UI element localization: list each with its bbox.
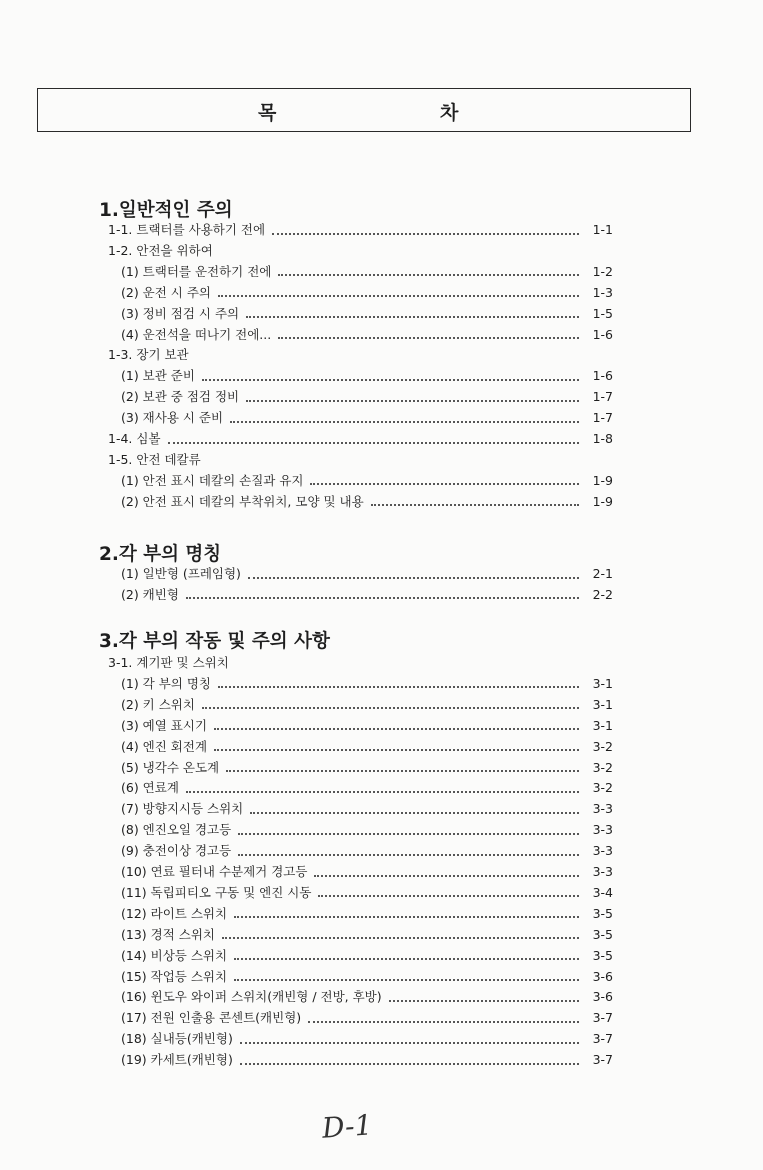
toc-entry-label: (3) 예열 표시기 bbox=[121, 717, 208, 733]
toc-entry[interactable] bbox=[121, 304, 613, 324]
toc-entry-label: (1) 일반형 (프레임형) bbox=[121, 566, 241, 581]
toc-entry-label: (1) 안전 표시 데칼의 손질과 유지 bbox=[121, 472, 304, 488]
dot-leader bbox=[389, 999, 579, 1002]
dot-leader bbox=[222, 936, 579, 939]
toc-entry-page: 3-6 bbox=[592, 968, 613, 984]
toc-entry[interactable] bbox=[121, 925, 613, 945]
toc-entry-label: (15) 작업등 스위치 bbox=[121, 968, 228, 984]
section-heading: 2.각 부의 명칭 bbox=[99, 544, 222, 565]
toc-entry-label: 1-2. 안전을 위하여 bbox=[108, 242, 213, 258]
toc-entry-page: 3-5 bbox=[592, 947, 613, 963]
toc-entry[interactable] bbox=[121, 904, 613, 924]
toc-entry[interactable] bbox=[121, 262, 613, 282]
toc-entry-page: 3-3 bbox=[592, 801, 613, 817]
toc-entry-label: (19) 카세트(캐빈형) bbox=[121, 1052, 233, 1068]
dot-leader bbox=[230, 420, 579, 423]
dot-leader bbox=[214, 727, 579, 730]
toc-entry-label: (9) 충전이상 경고등 bbox=[121, 843, 232, 859]
toc-entry-page: 3-2 bbox=[592, 780, 613, 796]
toc-entry-label: (2) 보관 중 점검 정비 bbox=[121, 389, 240, 405]
dot-leader bbox=[214, 748, 579, 751]
toc-entry-label: (2) 운전 시 주의 bbox=[121, 284, 212, 300]
toc-entry[interactable] bbox=[121, 716, 613, 736]
toc-entry-label: (1) 트랙터를 운전하기 전에 bbox=[121, 263, 272, 279]
toc-entry-page: 1-3 bbox=[592, 284, 613, 300]
toc-entry-page: 1-1 bbox=[592, 222, 613, 237]
toc-title-right: 차 bbox=[440, 102, 460, 124]
dot-leader bbox=[314, 874, 579, 877]
toc-entry[interactable] bbox=[121, 841, 613, 861]
toc-entry[interactable] bbox=[121, 967, 613, 987]
toc-entry[interactable] bbox=[121, 387, 613, 407]
toc-entry-label: (10) 연료 필터내 수분제거 경고등 bbox=[121, 864, 308, 879]
dot-leader bbox=[250, 811, 579, 814]
toc-entry-page: 1-7 bbox=[592, 389, 613, 405]
dot-leader bbox=[234, 978, 579, 981]
dot-leader bbox=[310, 482, 579, 485]
toc-entry[interactable] bbox=[121, 695, 613, 715]
dot-leader bbox=[272, 232, 579, 235]
toc-entry-page: 3-7 bbox=[592, 1010, 613, 1026]
toc-entry[interactable] bbox=[121, 564, 613, 584]
dot-leader bbox=[234, 915, 579, 918]
toc-entry-page: 1-8 bbox=[592, 431, 613, 446]
toc-entry[interactable] bbox=[121, 799, 613, 819]
toc-entry-label: (2) 캐빈형 bbox=[121, 586, 179, 602]
dot-leader bbox=[278, 336, 579, 339]
dot-leader bbox=[238, 853, 579, 856]
dot-leader bbox=[246, 399, 579, 402]
toc-entry-label: (17) 전원 인출용 콘센트(캐빈형) bbox=[121, 1010, 302, 1026]
toc-entry[interactable] bbox=[121, 987, 613, 1007]
toc-entry-page: 3-6 bbox=[592, 989, 613, 1005]
dot-leader bbox=[246, 315, 579, 318]
toc-entry-label: 1-1. 트랙터를 사용하기 전에 bbox=[108, 222, 266, 237]
toc-entry-label: 1-3. 장기 보관 bbox=[108, 347, 189, 363]
toc-entry-page: 3-2 bbox=[592, 759, 613, 775]
toc-entry-label: (6) 연료계 bbox=[121, 780, 179, 796]
toc-entry-page: 3-7 bbox=[592, 1031, 613, 1047]
toc-entry-label: 3-1. 계기판 및 스위치 bbox=[108, 655, 229, 670]
dot-leader bbox=[202, 706, 579, 709]
dot-leader bbox=[202, 378, 579, 381]
dot-leader bbox=[278, 273, 579, 276]
toc-entry-label: (4) 엔진 회전계 bbox=[121, 738, 208, 754]
toc-entry-page: 2-1 bbox=[592, 566, 613, 581]
toc-entry-label: (1) 각 부의 명칭 bbox=[121, 675, 212, 691]
toc-entry[interactable] bbox=[121, 325, 613, 345]
toc-entry[interactable] bbox=[108, 220, 613, 240]
toc-entry[interactable] bbox=[121, 492, 613, 512]
dot-leader bbox=[240, 1041, 579, 1044]
toc-entry[interactable] bbox=[121, 758, 613, 778]
toc-entry-page: 3-3 bbox=[592, 843, 613, 859]
toc-entry-label: (2) 키 스위치 bbox=[121, 696, 195, 712]
toc-entry-label: (5) 냉각수 온도계 bbox=[121, 759, 220, 775]
toc-entry[interactable] bbox=[121, 674, 613, 694]
toc-entry[interactable] bbox=[121, 946, 613, 966]
toc-entry-page: 1-5 bbox=[592, 305, 613, 321]
toc-entry-page: 3-4 bbox=[592, 884, 613, 900]
dot-leader bbox=[186, 596, 579, 599]
dot-leader bbox=[226, 769, 579, 772]
toc-entry[interactable] bbox=[121, 366, 613, 386]
dot-leader bbox=[186, 790, 579, 793]
dot-leader bbox=[238, 832, 579, 835]
toc-entry-label: (18) 실내등(캐빈형) bbox=[121, 1031, 233, 1047]
toc-entry-label: (2) 안전 표시 데칼의 부착위치, 모양 및 내용 bbox=[121, 493, 364, 509]
dot-leader bbox=[168, 441, 579, 444]
toc-entry[interactable] bbox=[121, 1050, 613, 1070]
toc-entry[interactable] bbox=[121, 585, 613, 605]
toc-entry[interactable] bbox=[121, 778, 613, 798]
dot-leader bbox=[318, 894, 579, 897]
toc-entry-page: 1-6 bbox=[592, 368, 613, 384]
toc-entry-label: (16) 윈도우 와이퍼 스위치(캐빈형 / 전방, 후방) bbox=[121, 989, 382, 1005]
toc-entry[interactable] bbox=[121, 283, 613, 303]
toc-title-left: 목 bbox=[258, 102, 278, 124]
toc-entry[interactable] bbox=[121, 471, 613, 491]
toc-entry[interactable] bbox=[108, 653, 232, 673]
toc-entry[interactable] bbox=[121, 737, 613, 757]
toc-entry-page: 1-7 bbox=[592, 410, 613, 426]
toc-entry-page: 1-9 bbox=[592, 472, 613, 488]
toc-entry-label: (14) 비상등 스위치 bbox=[121, 947, 228, 963]
toc-entry[interactable] bbox=[121, 1008, 613, 1028]
toc-entry-label: (11) 독립피티오 구동 및 엔진 시동 bbox=[121, 884, 312, 900]
toc-entry-label: (7) 방향지시등 스위치 bbox=[121, 801, 244, 817]
toc-entry-label: (4) 운전석을 떠나기 전에... bbox=[121, 326, 272, 342]
dot-leader bbox=[240, 1062, 579, 1065]
section-heading: 1.일반적인 주의 bbox=[99, 200, 233, 221]
toc-entry[interactable] bbox=[108, 345, 192, 365]
toc-entry-label: 1-4. 심볼 bbox=[108, 431, 161, 446]
toc-entry-label: (1) 보관 준비 bbox=[121, 368, 195, 384]
section-heading: 3.각 부의 작동 및 주의 사항 bbox=[99, 631, 330, 652]
toc-entry-page: 1-9 bbox=[592, 493, 613, 509]
toc-entry-page: 3-5 bbox=[592, 926, 613, 942]
dot-leader bbox=[248, 576, 579, 579]
toc-entry-page: 3-1 bbox=[592, 675, 613, 691]
toc-entry[interactable] bbox=[121, 862, 613, 882]
toc-entry-label: (13) 경적 스위치 bbox=[121, 926, 215, 942]
toc-entry-label: (12) 라이트 스위치 bbox=[121, 905, 228, 921]
toc-entry-page: 3-2 bbox=[592, 738, 613, 754]
dot-leader bbox=[371, 503, 579, 506]
toc-entry-page: 2-2 bbox=[592, 586, 613, 602]
toc-entry-label: (3) 정비 점검 시 주의 bbox=[121, 305, 240, 321]
toc-entry[interactable] bbox=[121, 883, 613, 903]
dot-leader bbox=[234, 957, 579, 960]
dot-leader bbox=[308, 1020, 579, 1023]
toc-entry-page: 3-5 bbox=[592, 905, 613, 921]
toc-entry-page: 1-2 bbox=[592, 263, 613, 279]
dot-leader bbox=[218, 685, 579, 688]
handwritten-page-mark: D-1 bbox=[320, 1108, 374, 1145]
toc-entry-page: 1-6 bbox=[592, 326, 613, 342]
toc-entry[interactable] bbox=[121, 820, 613, 840]
toc-entry[interactable] bbox=[121, 408, 613, 428]
toc-entry[interactable] bbox=[108, 241, 216, 261]
toc-entry[interactable] bbox=[108, 429, 613, 449]
toc-entry-page: 3-7 bbox=[592, 1052, 613, 1068]
dot-leader bbox=[218, 294, 579, 297]
toc-entry-label: 1-5. 안전 데칼류 bbox=[108, 451, 201, 467]
toc-entry-page: 3-1 bbox=[592, 717, 613, 733]
toc-entry-page: 3-3 bbox=[592, 864, 613, 879]
toc-entry-label: (8) 엔진오일 경고등 bbox=[121, 822, 232, 838]
toc-entry-label: (3) 재사용 시 준비 bbox=[121, 410, 224, 426]
toc-entry-page: 3-1 bbox=[592, 696, 613, 712]
toc-entry-page: 3-3 bbox=[592, 822, 613, 838]
toc-entry[interactable] bbox=[121, 1029, 613, 1049]
toc-entry[interactable] bbox=[108, 450, 204, 470]
